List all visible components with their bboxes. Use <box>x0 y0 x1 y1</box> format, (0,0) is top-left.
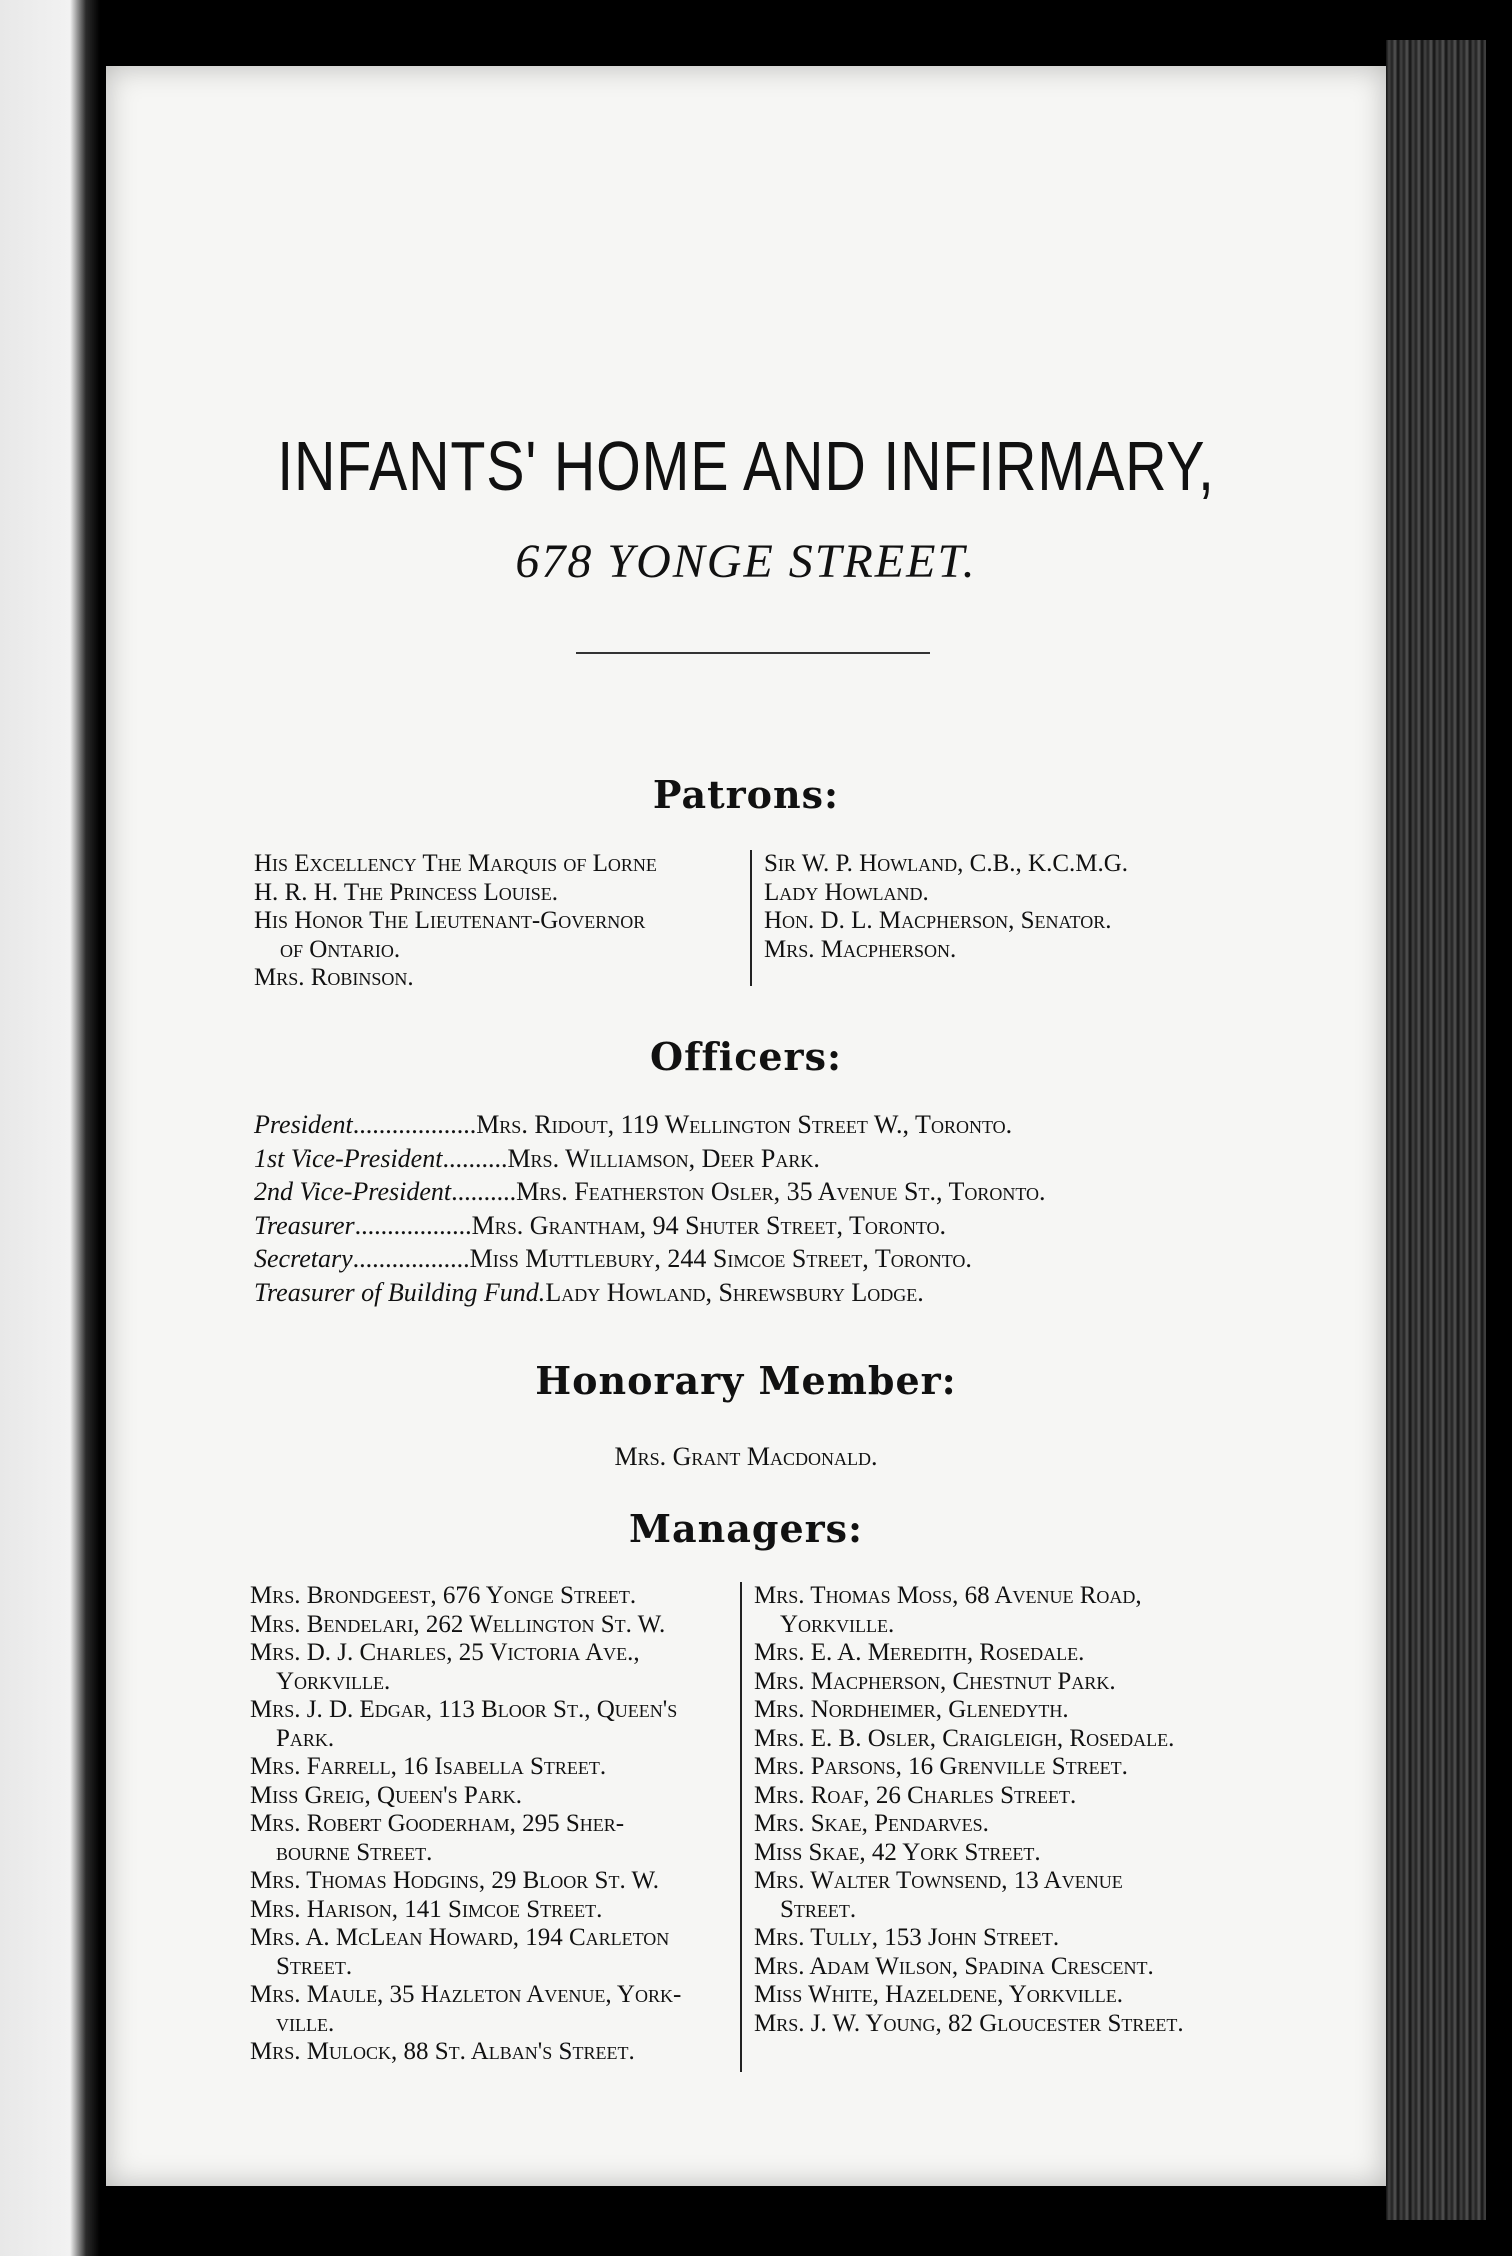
officers-list <box>254 1108 1046 1309</box>
managers-heading: Managers: <box>628 1506 864 1551</box>
officer-leader-dots: .................. <box>352 1244 470 1273</box>
title-rule <box>576 652 930 654</box>
book-page-edges <box>1386 40 1486 2220</box>
manager-entry: Mrs. Brondgeest, 676 Yonge Street. <box>250 1582 637 1609</box>
officer-name: Mrs. Featherston Osler, 35 Avenue St., Toronto. <box>516 1177 1046 1206</box>
manager-entry: Mrs. Thomas Hodgins, 29 Bloor St. W. <box>250 1867 660 1894</box>
manager-entry: Mrs. Thomas Moss, 68 Avenue Road, <box>754 1582 1142 1609</box>
manager-entry: Mrs. Robert Gooderham, 295 Sher- <box>250 1810 625 1837</box>
patron-entry: His Honor The Lieutenant-Governor <box>254 907 646 934</box>
officer-row <box>254 1175 1046 1209</box>
honorary-heading: Honorary Member: <box>535 1358 957 1403</box>
officer-row <box>254 1209 1046 1243</box>
manager-entry: Mrs. Farrell, 16 Isabella Street. <box>250 1753 607 1780</box>
patron-entry: Mrs. Robinson. <box>254 964 414 991</box>
officer-name: Mrs. Grantham, 94 Shuter Street, Toronto. <box>471 1210 947 1240</box>
manager-entry: Street. <box>276 1952 353 1980</box>
officer-name: Mrs. Williamson, Deer Park. <box>507 1143 820 1173</box>
officer-role: Treasurer <box>254 1210 355 1240</box>
manager-entry: Yorkville. <box>276 1667 391 1695</box>
officer-row <box>254 1142 1046 1176</box>
officer-leader-dots: ................... <box>352 1110 477 1139</box>
officer-role: President <box>254 1110 353 1139</box>
manager-entry: ville. <box>276 2009 335 2037</box>
page-title: INFANTS' HOME AND INFIRMARY, <box>277 427 1215 505</box>
officer-leader-dots: .......... <box>451 1177 517 1206</box>
officer-role: 2nd Vice-President <box>254 1177 452 1206</box>
patrons-heading: Patrons: <box>652 772 840 817</box>
manager-entry: Mrs. Harison, 141 Simcoe Street. <box>250 1895 603 1923</box>
officer-role: Secretary <box>254 1244 353 1273</box>
manager-entry: Mrs. Skae, Pendarves. <box>754 1810 989 1837</box>
manager-entry: Miss White, Hazeldene, Yorkville. <box>754 1981 1124 2008</box>
officer-name: Mrs. Ridout, 119 Wellington Street W., Toronto. <box>476 1110 1013 1139</box>
manager-entry: Mrs. Tully, 153 John Street. <box>754 1924 1060 1951</box>
manager-entry: Yorkville. <box>780 1610 895 1638</box>
document-page <box>106 66 1386 2186</box>
manager-entry: Mrs. Bendelari, 262 Wellington St. W. <box>250 1610 666 1638</box>
manager-entry: Mrs. Mulock, 88 St. Alban's Street. <box>250 2038 635 2065</box>
officer-leader-dots: .......... <box>442 1143 508 1173</box>
manager-entry: Mrs. Walter Townsend, 13 Avenue <box>754 1867 1123 1894</box>
patron-entry: H. R. H. The Princess Louise. <box>254 878 559 906</box>
patron-entry: of Ontario. <box>280 935 401 963</box>
manager-entry: bourne Street. <box>276 1838 433 1866</box>
patron-entry: His Excellency The Marquis of Lorne <box>254 850 657 877</box>
honorary-member-name: Mrs. Grant Macdonald. <box>614 1442 878 1471</box>
officers-heading: Officers: <box>650 1034 842 1079</box>
managers-right-column <box>754 1582 1184 2038</box>
manager-entry: Mrs. Nordheimer, Glenedyth. <box>754 1696 1069 1723</box>
officer-name: Miss Muttlebury, 244 Simcoe Street, Toronto. <box>469 1244 972 1273</box>
manager-entry: Miss Skae, 42 York Street. <box>754 1838 1041 1866</box>
manager-entry: Street. <box>780 1895 857 1923</box>
manager-entry: Mrs. A. McLean Howard, 194 Carleton <box>250 1924 670 1951</box>
manager-entry: Park. <box>276 1724 335 1752</box>
patron-entry: Hon. D. L. Macpherson, Senator. <box>764 907 1112 934</box>
manager-entry: Mrs. Adam Wilson, Spadina Crescent. <box>754 1952 1154 1980</box>
patrons-divider <box>750 850 752 986</box>
managers-left-column <box>250 1582 681 2067</box>
manager-entry: Mrs. Maule, 35 Hazleton Avenue, York- <box>250 1981 682 2008</box>
patrons-left-column <box>254 850 657 993</box>
managers-divider <box>740 1582 742 2072</box>
previous-page-edge <box>0 0 100 2256</box>
manager-entry: Mrs. Parsons, 16 Grenville Street. <box>754 1753 1128 1780</box>
manager-entry: Mrs. E. B. Osler, Craigleigh, Rosedale. <box>754 1724 1175 1752</box>
manager-entry: Mrs. J. W. Young, 82 Gloucester Street. <box>754 2009 1184 2037</box>
officer-row <box>254 1108 1046 1142</box>
manager-entry: Mrs. J. D. Edgar, 113 Bloor St., Queen's <box>250 1696 678 1723</box>
manager-entry: Mrs. Roaf, 26 Charles Street. <box>754 1781 1077 1809</box>
page-subtitle: 678 YONGE STREET. <box>515 535 977 588</box>
manager-entry: Miss Greig, Queen's Park. <box>250 1781 523 1809</box>
patrons-right-column <box>764 850 1128 964</box>
manager-entry: Mrs. Macpherson, Chestnut Park. <box>754 1667 1116 1695</box>
manager-entry: Mrs. E. A. Meredith, Rosedale. <box>754 1639 1085 1666</box>
officer-row <box>254 1242 1046 1276</box>
patron-entry: Sir W. P. Howland, C.B., K.C.M.G. <box>764 850 1129 877</box>
officer-name: Lady Howland, Shrewsbury Lodge. <box>545 1277 924 1307</box>
officer-role: 1st Vice-President <box>254 1143 443 1173</box>
officer-leader-dots: .................. <box>354 1210 472 1240</box>
officer-row <box>254 1276 1046 1310</box>
patron-entry: Mrs. Macpherson. <box>764 935 957 963</box>
officer-role: Treasurer of Building Fund. <box>254 1277 546 1307</box>
manager-entry: Mrs. D. J. Charles, 25 Victoria Ave., <box>250 1639 640 1666</box>
patron-entry: Lady Howland. <box>764 878 929 906</box>
